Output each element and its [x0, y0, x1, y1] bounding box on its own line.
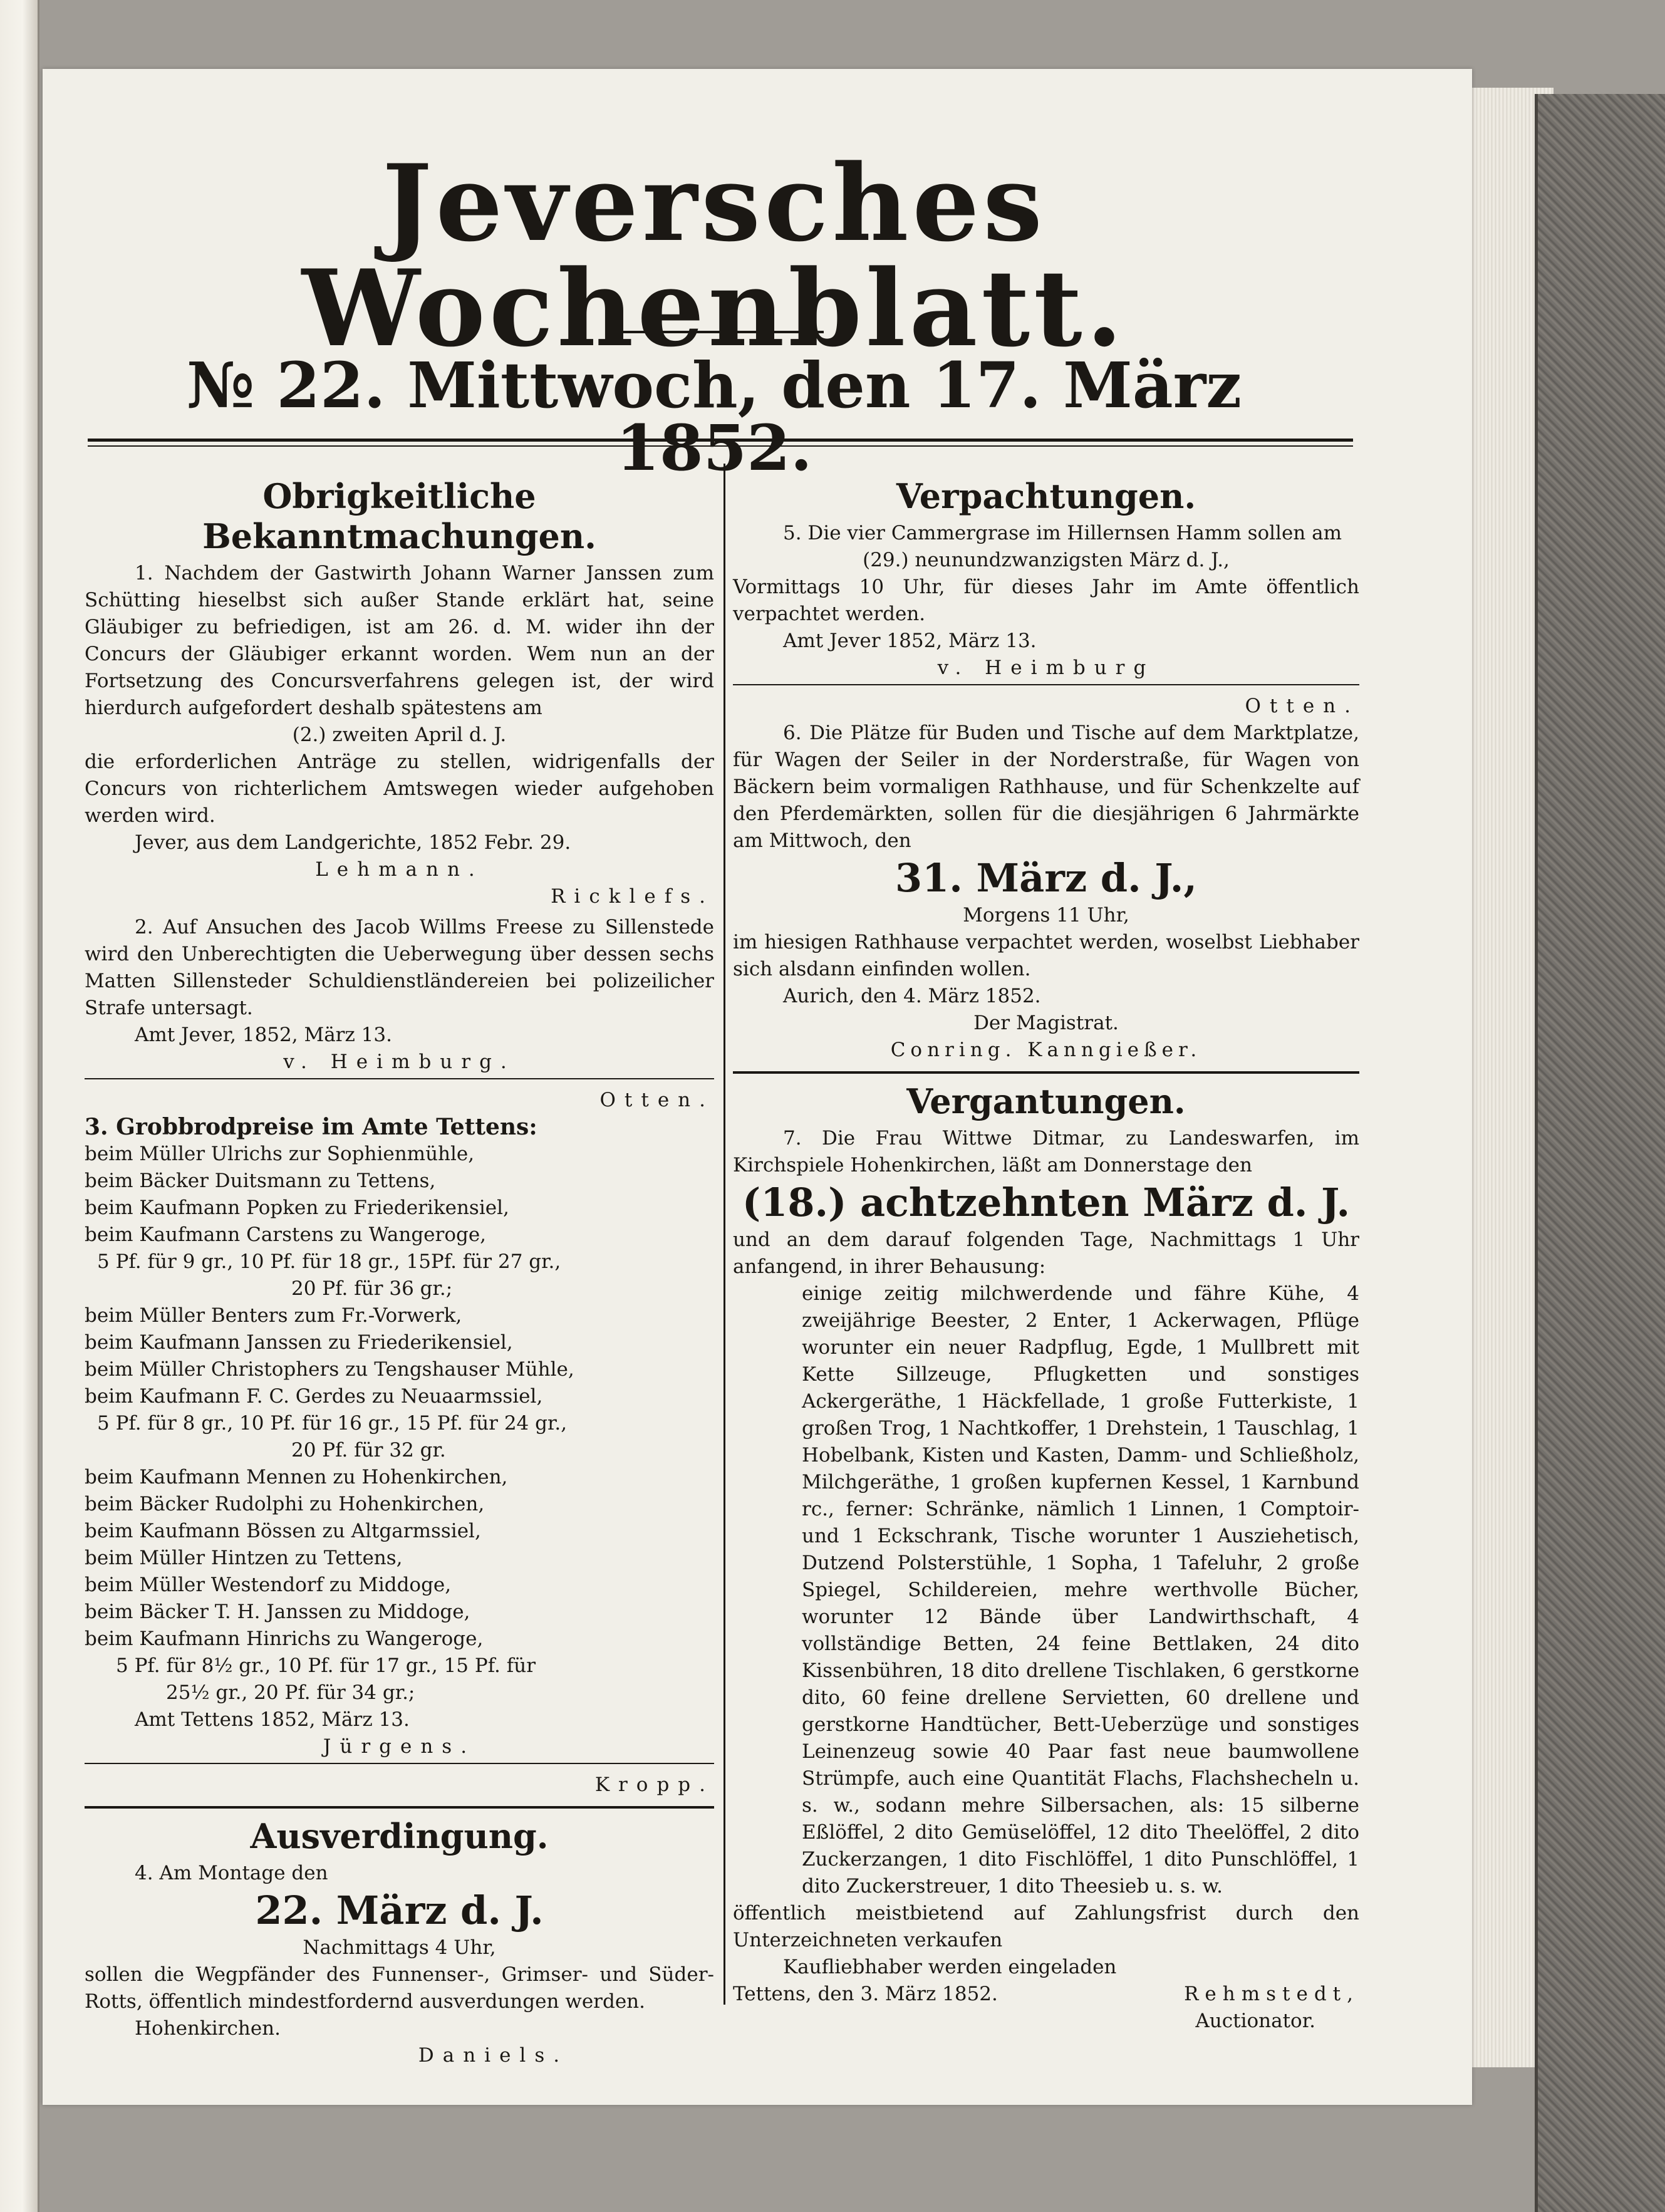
section-heading-verpachtungen: Verpachtungen.: [896, 476, 1196, 516]
notice-3-price-b-1: 5 Pf. für 8 gr., 10 Pf. für 16 gr., 15 Pf. für 24 gr.,: [97, 1412, 568, 1435]
notice-7-text-3: öffentlich meistbietend auf Zahlungsfrist durch den Unterzeichneten verkaufen: [733, 1902, 1359, 1951]
notice-5-date: (29.) neunundzwanzigsten März d. J.,: [863, 549, 1230, 571]
notice-6-sig: Conring. Kanngießer.: [890, 1039, 1202, 1061]
notice-7-item-list: einige zeitig milchwerdende und fähre Kühe, 4 zweijährige Beester, 2 Enter, 1 Ackerwagen, Pflüge worunter ein neuer Radpflug, Egde, 1 Mullbrett mit Kette Sillzeuge, Pflugketten und sonstiges Ackergeräthe, 1 Häckfellade, 1 große Futterkiste, 1 großen Trog, 1 Nachtkoffer, 1 Drehstein, 1 Tauschlag, 1 Hobelbank, Kisten und Kasten, Damm- und Schließholz, Milchgeräthe, 1 großen kupfernen Kessel, 1 Karnbund rc., ferner: Schränke, nämlich 1 Linnen, 1 Comptoir- und 1 Eckschrank, Tische worunter 1 Ausziehetisch, Dutzend Polsterstühle, 1 Sopha, 1 Tafeluhr, 2 große Spiegel, Schildereien, mehre werthvolle Bücher, worunter 12 Bände über Landwirthschaft, 4 vollständige Betten, 24 feine Bettlaken, 24 dito Kissenbühren, 18 dito drellene Tischlaken, 6 gerstkorne dito, 60 feine drellene Servietten, 60 drellene und gerstkorne Handtücher, Bett-Ueberzüge und sonstiges Leinenzeug sowie 40 Paar fast neue baumwollene Strümpfe, auch eine Quantität Flachs, Flachshecheln u. s. w., sodann mehre Silbersachen, als: 15 silberne Eßlöffel, 2 dito Gemüselöffel, 12 dito Theelöffel, 2 dito Zuckerzangen, 1 dito Fischlöffel, 1 dito Punschlöffel, 1 dito Zuckerstreuer, 1 dito Theesieb u. s. w.: [802, 1282, 1359, 1898]
notice-3-line-13: beim Müller Westendorf zu Middoge,: [85, 1574, 452, 1596]
notice-4-intro: 4. Am Montage den: [135, 1862, 328, 1884]
notice-5-sig-2: Otten.: [1245, 695, 1359, 717]
notice-3-price-a-1: 5 Pf. für 9 gr., 10 Pf. für 18 gr., 15Pf. für 27 gr.,: [97, 1250, 561, 1273]
notice-4-place: Hohenkirchen.: [135, 2017, 281, 2040]
issue-line: № 22. Mittwoch, den 17. März 1852.: [186, 348, 1242, 485]
section-heading-ausverdingung: Ausverdingung.: [250, 1816, 549, 1856]
notice-3-price-c-1: 5 Pf. für 8½ gr., 10 Pf. für 17 gr., 15 Pf. für: [116, 1654, 536, 1677]
notice-3-line-2: beim Bäcker Duitsmann zu Tettens,: [85, 1170, 436, 1192]
notice-7-footer: [733, 1981, 1359, 2008]
notice-7-date: (18.) achtzehnten März d. J.: [742, 1180, 1351, 1225]
right-column: [733, 476, 1359, 2035]
notice-5-place: Amt Jever 1852, März 13.: [783, 630, 1037, 652]
notice-2-place: Amt Jever, 1852, März 13.: [135, 1024, 392, 1046]
header-rule-thin: [88, 445, 1353, 447]
notice-5-sig-1: v. Heimburg: [937, 657, 1155, 679]
notice-3-sig-2: Kropp.: [594, 1773, 714, 1796]
notice-3-line-6: beim Kaufmann Janssen zu Friederikensiel,: [85, 1331, 513, 1354]
notice-3-line-9: beim Kaufmann Mennen zu Hohenkirchen,: [85, 1466, 508, 1488]
notice-1-sig-2: Ricklefs.: [551, 885, 714, 908]
masthead-rule: [617, 331, 824, 333]
notice-3-price-b-2: 20 Pf. für 32 gr.: [291, 1439, 446, 1462]
notice-3-sig-1: Jürgens.: [323, 1735, 476, 1758]
notice-5-text-2: Vormittags 10 Uhr, für dieses Jahr im Amte öffentlich verpachtet werden.: [733, 576, 1359, 625]
notice-3-line-5: beim Müller Benters zum Fr.-Vorwerk,: [85, 1304, 462, 1327]
notice-1-text: 1. Nachdem der Gastwirth Johann Warner Janssen zum Schütting hieselbst sich außer Stande erklärt hat, seine Gläubiger zu befriedigen, ist am 26. d. M. wider ihn der Concurs der Gläubiger erkannt worden. Wem nun an der Fortsetzung des Concursverfahrens gelegen ist, der wird hierdurch aufgefordert deshalb spätestens am: [85, 562, 714, 719]
notice-5-text: 5. Die vier Cammergrase im Hillernsen Hamm sollen am: [783, 522, 1342, 544]
left-column: [85, 476, 714, 2069]
notice-2-text: 2. Auf Ansuchen des Jacob Willms Freese zu Sillenstede wird den Unberechtigten die Ueberwegung über dessen sechs Matten Sillensteder Schuldienstländereien bei polizeilicher Strafe untersagt.: [85, 916, 714, 1019]
adjacent-page-strip: [0, 0, 39, 2212]
column-divider: [724, 464, 725, 2005]
notice-3-line-11: beim Kaufmann Bössen zu Altgarmssiel,: [85, 1520, 481, 1542]
notice-3-title: 3. Grobbrodpreise im Amte Tettens:: [85, 1114, 537, 1140]
notice-6-magistrat: Der Magistrat.: [973, 1012, 1119, 1034]
section-rule-right: [733, 1071, 1359, 1074]
notice-7-text: 7. Die Frau Wittwe Ditmar, zu Landeswarfen, im Kirchspiele Hohenkirchen, läßt am Donnerstage den: [733, 1127, 1359, 1176]
notice-4-sig: Daniels.: [418, 2044, 569, 2067]
notice-3-line-1: beim Müller Ulrichs zur Sophienmühle,: [85, 1143, 475, 1165]
notice-6-text: 6. Die Plätze für Buden und Tische auf dem Marktplatze, für Wagen der Seiler in der Norderstraße, für Wagen von Bäckern beim vormaligen Rathhause, und für Schenkzelte auf den Pferdemärkten, sollen für die diesjährigen 6 Jahrmärkte am Mittwoch, den: [733, 722, 1359, 852]
notice-3-rule: [85, 1763, 714, 1764]
notice-2-sig-1: v. Heimburg.: [283, 1051, 516, 1073]
notice-3-line-7: beim Müller Christophers zu Tengshauser Mühle,: [85, 1358, 574, 1381]
notice-3-line-4: beim Kaufmann Carstens zu Wangeroge,: [85, 1223, 487, 1246]
notice-1-place: Jever, aus dem Landgerichte, 1852 Febr. 29.: [135, 831, 571, 854]
masthead-title: Jeversches Wochenblatt.: [301, 141, 1127, 370]
section-heading-vergantungen: Vergantungen.: [906, 1081, 1186, 1121]
notice-3-place: Amt Tettens 1852, März 13.: [135, 1708, 410, 1731]
notice-4-date: 22. März d. J.: [255, 1887, 544, 1933]
notice-7-role: Auctionator.: [1195, 2010, 1315, 2032]
notice-6-text-2: im hiesigen Rathhause verpachtet werden, woselbst Liebhaber sich alsdann einfinden wollen.: [733, 931, 1359, 980]
notice-4-time: Nachmittags 4 Uhr,: [303, 1936, 496, 1959]
notice-7-text-2: und an dem darauf folgenden Tage, Nachmittags 1 Uhr anfangend, in ihrer Behausung:: [733, 1228, 1359, 1278]
notice-6-time: Morgens 11 Uhr,: [963, 904, 1129, 927]
notice-2-sig-2: Otten.: [599, 1089, 714, 1111]
notice-3-price-a-2: 20 Pf. für 36 gr.;: [291, 1277, 453, 1300]
notice-3-line-15: beim Kaufmann Hinrichs zu Wangeroge,: [85, 1628, 484, 1650]
notice-3-line-3: beim Kaufmann Popken zu Friederikensiel,: [85, 1197, 509, 1219]
notice-1-text-2: die erforderlichen Anträge zu stellen, widrigenfalls der Concurs von richterlichem Amtswegen wieder aufgehoben werden wird.: [85, 750, 714, 827]
notice-4-text: sollen die Wegpfänder des Funnenser-, Grimser- und Süder-Rotts, öffentlich mindestfordernd ausverdungen werden.: [85, 1963, 714, 2013]
book-cover: [1535, 94, 1665, 2212]
notice-1-date: (2.) zweiten April d. J.: [292, 724, 507, 746]
notice-3-line-8: beim Kaufmann F. C. Gerdes zu Neuaarmssiel,: [85, 1385, 543, 1408]
section-rule-left: [85, 1806, 714, 1809]
header-rule: [88, 439, 1353, 442]
notice-3-price-c-2: 25½ gr., 20 Pf. für 34 gr.;: [166, 1681, 415, 1704]
notice-3-line-14: beim Bäcker T. H. Janssen zu Middoge,: [85, 1601, 470, 1623]
notice-7-sig: Rehmstedt,: [1184, 1983, 1359, 2005]
notice-7-place: Tettens, den 3. März 1852.: [733, 1983, 998, 2005]
notice-6-date: 31. März d. J.,: [895, 855, 1197, 901]
notice-6-place: Aurich, den 4. März 1852.: [783, 985, 1041, 1007]
notice-5-rule: [733, 684, 1359, 685]
notice-1-sig-1: Lehmann.: [315, 858, 484, 881]
section-heading-official: Obrigkeitliche Bekanntmachungen.: [202, 476, 596, 556]
notice-2-rule: [85, 1078, 714, 1079]
notice-3-line-12: beim Müller Hintzen zu Tettens,: [85, 1547, 403, 1569]
notice-7-invite: Kaufliebhaber werden eingeladen: [783, 1956, 1117, 1978]
notice-3-line-10: beim Bäcker Rudolphi zu Hohenkirchen,: [85, 1493, 485, 1515]
